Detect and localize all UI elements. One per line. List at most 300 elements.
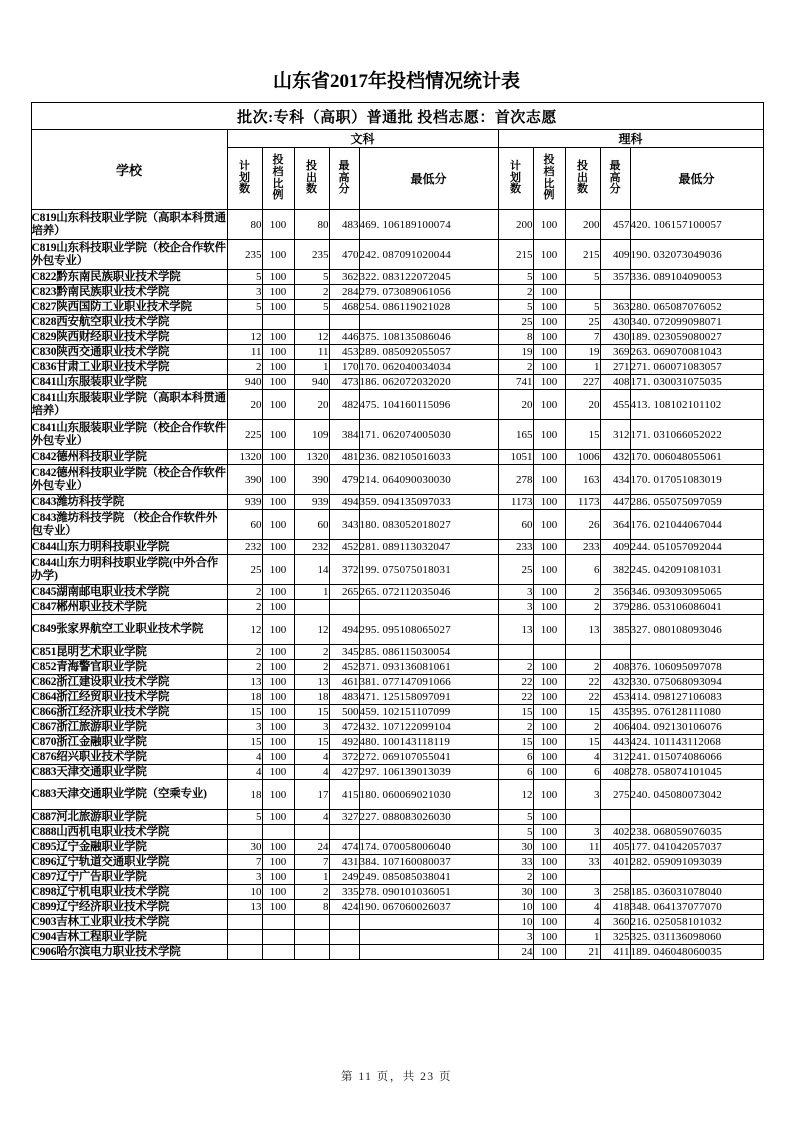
table-row — [31, 945, 763, 960]
cell-school: C876绍兴职业技术学院 — [31, 750, 227, 765]
cell-like-low: 404. 092130106076 — [630, 720, 763, 735]
cell-wenke-admitted: 1 — [294, 360, 329, 375]
table-row — [31, 810, 763, 825]
cell-like-ratio: 100 — [533, 825, 565, 840]
cell-wenke-plan: 232 — [227, 540, 262, 555]
table-row — [31, 285, 763, 300]
cell-like-plan: 15 — [498, 705, 533, 720]
cell-like-low: 244. 051057092044 — [630, 540, 763, 555]
cell-like-ratio: 100 — [533, 285, 565, 300]
table-row — [31, 495, 763, 510]
cell-wenke-low: 180. 060069021030 — [359, 780, 498, 810]
cell-like-low: 286. 053106086041 — [630, 600, 763, 615]
cell-like-plan: 6 — [498, 765, 533, 780]
cell-like-admitted: 15 — [565, 705, 600, 720]
cell-wenke-high: 335 — [329, 885, 359, 900]
cell-like-low: 282. 059091093039 — [630, 855, 763, 870]
cell-wenke-low: 190. 067060026037 — [359, 900, 498, 915]
cell-like-admitted: 233 — [565, 540, 600, 555]
column-header-wenke-ratio: 投 档 比 例 — [262, 148, 294, 210]
cell-like-low: 414. 098127106083 — [630, 690, 763, 705]
cell-like-high — [600, 645, 630, 660]
cell-like-plan: 3 — [498, 585, 533, 600]
cell-wenke-ratio: 100 — [262, 465, 294, 495]
cell-school: C849张家界航空工业职业技术学院 — [31, 615, 227, 645]
cell-wenke-ratio — [262, 915, 294, 930]
cell-wenke-plan — [227, 825, 262, 840]
cell-wenke-plan: 25 — [227, 555, 262, 585]
cell-wenke-low: 471. 125158097091 — [359, 690, 498, 705]
cell-like-low: 420. 106157100057 — [630, 210, 763, 240]
cell-like-ratio: 100 — [533, 585, 565, 600]
cell-like-admitted: 163 — [565, 465, 600, 495]
cell-school: C862浙江建设职业技术学院 — [31, 675, 227, 690]
cell-like-low: 348. 064137077070 — [630, 900, 763, 915]
cell-like-admitted: 215 — [565, 240, 600, 270]
cell-wenke-ratio: 100 — [262, 390, 294, 420]
column-header-like-ratio: 投 档 比 例 — [533, 148, 565, 210]
cell-wenke-high: 249 — [329, 870, 359, 885]
cell-like-high: 382 — [600, 555, 630, 585]
cell-like-high: 369 — [600, 345, 630, 360]
cell-wenke-plan: 5 — [227, 810, 262, 825]
cell-like-ratio: 100 — [533, 330, 565, 345]
statistics-table — [31, 102, 764, 960]
cell-wenke-ratio: 100 — [262, 210, 294, 240]
cell-like-ratio: 100 — [533, 465, 565, 495]
cell-like-ratio: 100 — [533, 720, 565, 735]
cell-wenke-admitted — [294, 930, 329, 945]
cell-like-plan: 5 — [498, 300, 533, 315]
cell-wenke-low: 174. 070058006040 — [359, 840, 498, 855]
cell-like-plan: 60 — [498, 510, 533, 540]
cell-wenke-plan: 11 — [227, 345, 262, 360]
table-row — [31, 390, 763, 420]
cell-like-admitted: 1 — [565, 360, 600, 375]
cell-wenke-high: 482 — [329, 390, 359, 420]
cell-wenke-admitted: 14 — [294, 555, 329, 585]
cell-like-admitted: 11 — [565, 840, 600, 855]
cell-wenke-admitted: 17 — [294, 780, 329, 810]
cell-like-admitted — [565, 645, 600, 660]
cell-wenke-high: 384 — [329, 420, 359, 450]
cell-like-ratio: 100 — [533, 750, 565, 765]
cell-wenke-ratio: 100 — [262, 510, 294, 540]
cell-like-admitted: 3 — [565, 780, 600, 810]
cell-wenke-admitted: 390 — [294, 465, 329, 495]
cell-wenke-high — [329, 825, 359, 840]
cell-like-low: 190. 032073049036 — [630, 240, 763, 270]
cell-wenke-high: 424 — [329, 900, 359, 915]
cell-wenke-low: 371. 093136081061 — [359, 660, 498, 675]
cell-like-admitted: 2 — [565, 660, 600, 675]
cell-wenke-ratio: 100 — [262, 675, 294, 690]
cell-like-plan: 10 — [498, 915, 533, 930]
subtitle-row — [31, 103, 763, 130]
table-row — [31, 615, 763, 645]
cell-wenke-admitted: 5 — [294, 300, 329, 315]
cell-like-plan: 741 — [498, 375, 533, 390]
cell-wenke-plan: 7 — [227, 855, 262, 870]
cell-like-ratio: 100 — [533, 375, 565, 390]
cell-like-admitted — [565, 810, 600, 825]
cell-like-low: 170. 017051083019 — [630, 465, 763, 495]
cell-wenke-low: 242. 087091020044 — [359, 240, 498, 270]
cell-wenke-low — [359, 600, 498, 615]
cell-wenke-high: 470 — [329, 240, 359, 270]
cell-wenke-plan: 5 — [227, 300, 262, 315]
cell-wenke-low: 279. 073089061056 — [359, 285, 498, 300]
cell-like-high: 430 — [600, 315, 630, 330]
cell-like-high: 363 — [600, 300, 630, 315]
cell-school: C819山东科技职业学院（校企合作软件外包专业） — [31, 240, 227, 270]
cell-wenke-plan: 225 — [227, 420, 262, 450]
cell-wenke-low: 375. 108135086046 — [359, 330, 498, 345]
cell-wenke-admitted: 12 — [294, 330, 329, 345]
cell-like-low: 238. 068059076035 — [630, 825, 763, 840]
cell-wenke-admitted: 1 — [294, 585, 329, 600]
cell-like-low — [630, 870, 763, 885]
cell-wenke-high: 483 — [329, 210, 359, 240]
cell-like-ratio: 100 — [533, 765, 565, 780]
cell-wenke-plan: 3 — [227, 720, 262, 735]
cell-wenke-admitted: 4 — [294, 765, 329, 780]
cell-wenke-plan: 10 — [227, 885, 262, 900]
table-row — [31, 210, 763, 240]
cell-wenke-low: 285. 086115030054 — [359, 645, 498, 660]
cell-like-ratio: 100 — [533, 540, 565, 555]
table-row — [31, 450, 763, 465]
cell-wenke-low: 265. 072112035046 — [359, 585, 498, 600]
cell-wenke-low: 199. 075075018031 — [359, 555, 498, 585]
cell-like-high: 457 — [600, 210, 630, 240]
cell-wenke-plan: 18 — [227, 690, 262, 705]
cell-wenke-plan: 3 — [227, 285, 262, 300]
cell-like-admitted: 13 — [565, 615, 600, 645]
cell-like-low: 376. 106095097078 — [630, 660, 763, 675]
cell-wenke-admitted: 1320 — [294, 450, 329, 465]
cell-like-low: 330. 075068093094 — [630, 675, 763, 690]
cell-wenke-ratio: 100 — [262, 585, 294, 600]
table-row — [31, 705, 763, 720]
cell-wenke-low — [359, 930, 498, 945]
cell-like-low: 340. 072099098071 — [630, 315, 763, 330]
cell-wenke-ratio: 100 — [262, 270, 294, 285]
column-group-like: 理科 — [498, 130, 763, 148]
cell-like-high: 275 — [600, 780, 630, 810]
cell-wenke-admitted: 235 — [294, 240, 329, 270]
cell-wenke-ratio — [262, 315, 294, 330]
cell-school: C843潍坊科技学院 — [31, 495, 227, 510]
cell-like-admitted: 20 — [565, 390, 600, 420]
cell-like-plan: 10 — [498, 900, 533, 915]
cell-like-high: 402 — [600, 825, 630, 840]
table-row — [31, 675, 763, 690]
cell-like-plan: 33 — [498, 855, 533, 870]
cell-like-low: 325. 031136098060 — [630, 930, 763, 945]
cell-school: C867浙江旅游职业学院 — [31, 720, 227, 735]
cell-wenke-high: 327 — [329, 810, 359, 825]
cell-wenke-ratio: 100 — [262, 660, 294, 675]
cell-like-admitted: 200 — [565, 210, 600, 240]
cell-wenke-plan: 13 — [227, 675, 262, 690]
cell-wenke-plan: 5 — [227, 270, 262, 285]
cell-wenke-plan: 235 — [227, 240, 262, 270]
cell-like-ratio: 100 — [533, 270, 565, 285]
cell-wenke-high: 431 — [329, 855, 359, 870]
cell-like-admitted: 25 — [565, 315, 600, 330]
cell-like-high: 379 — [600, 600, 630, 615]
cell-school: C829陕西财经职业技术学院 — [31, 330, 227, 345]
cell-wenke-ratio: 100 — [262, 345, 294, 360]
table-row — [31, 690, 763, 705]
cell-wenke-ratio: 100 — [262, 540, 294, 555]
cell-like-admitted: 7 — [565, 330, 600, 345]
cell-like-admitted — [565, 285, 600, 300]
cell-wenke-ratio: 100 — [262, 375, 294, 390]
cell-wenke-high: 500 — [329, 705, 359, 720]
table-row — [31, 750, 763, 765]
cell-like-low: 336. 089104090053 — [630, 270, 763, 285]
cell-like-low: 177. 041042057037 — [630, 840, 763, 855]
cell-like-low — [630, 645, 763, 660]
cell-like-admitted: 5 — [565, 300, 600, 315]
cell-wenke-plan: 13 — [227, 900, 262, 915]
cell-wenke-admitted: 24 — [294, 840, 329, 855]
table-row — [31, 645, 763, 660]
cell-wenke-plan: 80 — [227, 210, 262, 240]
cell-wenke-admitted — [294, 315, 329, 330]
cell-wenke-plan: 30 — [227, 840, 262, 855]
table-row — [31, 555, 763, 585]
cell-wenke-plan: 12 — [227, 330, 262, 345]
cell-school: C897辽宁广告职业学院 — [31, 870, 227, 885]
cell-wenke-plan: 15 — [227, 705, 262, 720]
table-row — [31, 600, 763, 615]
cell-like-high: 258 — [600, 885, 630, 900]
cell-like-ratio: 100 — [533, 900, 565, 915]
cell-like-low: 424. 101143112068 — [630, 735, 763, 750]
cell-like-plan: 2 — [498, 360, 533, 375]
cell-wenke-admitted: 2 — [294, 645, 329, 660]
cell-wenke-high: 492 — [329, 735, 359, 750]
cell-like-ratio — [533, 645, 565, 660]
cell-like-plan: 13 — [498, 615, 533, 645]
cell-like-low: 171. 031066052022 — [630, 420, 763, 450]
cell-like-admitted: 4 — [565, 915, 600, 930]
cell-wenke-high: 372 — [329, 750, 359, 765]
cell-like-high: 356 — [600, 585, 630, 600]
cell-like-low: 263. 069070081043 — [630, 345, 763, 360]
cell-school: C844山东力明科技职业学院 — [31, 540, 227, 555]
cell-wenke-ratio: 100 — [262, 450, 294, 465]
cell-like-high — [600, 810, 630, 825]
cell-wenke-low: 289. 085092055057 — [359, 345, 498, 360]
cell-like-plan: 2 — [498, 720, 533, 735]
cell-like-ratio: 100 — [533, 690, 565, 705]
cell-wenke-high: 494 — [329, 615, 359, 645]
cell-school: C842德州科技职业学院（校企合作软件外包专业） — [31, 465, 227, 495]
cell-wenke-low: 180. 083052018027 — [359, 510, 498, 540]
cell-wenke-ratio: 100 — [262, 240, 294, 270]
table-row — [31, 660, 763, 675]
cell-like-high: 408 — [600, 660, 630, 675]
page-title: 山东省2017年投档情况统计表 — [272, 71, 520, 92]
cell-wenke-plan: 940 — [227, 375, 262, 390]
cell-like-admitted: 6 — [565, 765, 600, 780]
table-row — [31, 240, 763, 270]
cell-like-plan: 24 — [498, 945, 533, 960]
cell-like-ratio: 100 — [533, 930, 565, 945]
cell-wenke-ratio — [262, 930, 294, 945]
cell-wenke-plan: 4 — [227, 750, 262, 765]
cell-like-high: 406 — [600, 720, 630, 735]
cell-like-low: 176. 021044067044 — [630, 510, 763, 540]
cell-like-high: 411 — [600, 945, 630, 960]
cell-wenke-ratio: 100 — [262, 555, 294, 585]
cell-wenke-low: 171. 062074005030 — [359, 420, 498, 450]
cell-wenke-low — [359, 315, 498, 330]
cell-like-low: 395. 076128111080 — [630, 705, 763, 720]
cell-wenke-plan — [227, 945, 262, 960]
cell-wenke-plan: 2 — [227, 360, 262, 375]
cell-like-high — [600, 285, 630, 300]
cell-like-plan: 5 — [498, 825, 533, 840]
cell-school: C843潍坊科技学院 （校企合作软件外包专业） — [31, 510, 227, 540]
cell-wenke-high — [329, 930, 359, 945]
cell-wenke-plan: 1320 — [227, 450, 262, 465]
cell-wenke-low: 170. 062040034034 — [359, 360, 498, 375]
cell-school: C852青海警官职业学院 — [31, 660, 227, 675]
cell-like-high: 418 — [600, 900, 630, 915]
cell-school: C841山东服装职业学院（高职本科贯通培养） — [31, 390, 227, 420]
cell-wenke-ratio: 100 — [262, 720, 294, 735]
cell-wenke-ratio: 100 — [262, 735, 294, 750]
cell-wenke-plan — [227, 915, 262, 930]
cell-like-ratio: 100 — [533, 390, 565, 420]
cell-like-ratio: 100 — [533, 420, 565, 450]
table-row — [31, 765, 763, 780]
cell-like-plan — [498, 645, 533, 660]
cell-wenke-low: 278. 090101036051 — [359, 885, 498, 900]
cell-school: C819山东科技职业学院（高职本科贯通培养） — [31, 210, 227, 240]
cell-wenke-plan: 60 — [227, 510, 262, 540]
cell-school: C847郴州职业技术学院 — [31, 600, 227, 615]
cell-like-low: 189. 046048060035 — [630, 945, 763, 960]
cell-wenke-admitted: 15 — [294, 705, 329, 720]
cell-school: C822黔东南民族职业技术学院 — [31, 270, 227, 285]
cell-wenke-high: 453 — [329, 345, 359, 360]
cell-like-plan: 12 — [498, 780, 533, 810]
cell-wenke-high: 473 — [329, 375, 359, 390]
cell-like-high: 271 — [600, 360, 630, 375]
cell-like-low: 278. 058074101045 — [630, 765, 763, 780]
cell-school: C841山东服装职业学院（校企合作软件外包专业） — [31, 420, 227, 450]
cell-like-ratio: 100 — [533, 210, 565, 240]
cell-like-ratio: 100 — [533, 855, 565, 870]
cell-wenke-high: 170 — [329, 360, 359, 375]
cell-school: C888山西机电职业技术学院 — [31, 825, 227, 840]
cell-like-high: 443 — [600, 735, 630, 750]
cell-like-admitted: 21 — [565, 945, 600, 960]
cell-wenke-low: 459. 102151107099 — [359, 705, 498, 720]
cell-like-ratio: 100 — [533, 945, 565, 960]
cell-wenke-admitted: 8 — [294, 900, 329, 915]
cell-wenke-high: 284 — [329, 285, 359, 300]
cell-like-admitted: 3 — [565, 825, 600, 840]
table-row — [31, 270, 763, 285]
cell-wenke-high — [329, 945, 359, 960]
cell-wenke-ratio: 100 — [262, 645, 294, 660]
cell-wenke-admitted: 13 — [294, 675, 329, 690]
table-row — [31, 840, 763, 855]
cell-like-high: 401 — [600, 855, 630, 870]
table-body — [31, 210, 763, 960]
cell-wenke-ratio: 100 — [262, 690, 294, 705]
cell-like-low: 280. 065087076052 — [630, 300, 763, 315]
cell-wenke-admitted: 4 — [294, 810, 329, 825]
cell-wenke-high: 481 — [329, 450, 359, 465]
cell-wenke-admitted: 5 — [294, 270, 329, 285]
cell-wenke-low: 480. 100143118119 — [359, 735, 498, 750]
cell-wenke-low: 214. 064090030030 — [359, 465, 498, 495]
cell-wenke-plan: 2 — [227, 585, 262, 600]
cell-like-admitted: 33 — [565, 855, 600, 870]
cell-wenke-ratio: 100 — [262, 840, 294, 855]
cell-like-high: 447 — [600, 495, 630, 510]
cell-like-plan: 30 — [498, 840, 533, 855]
cell-like-ratio: 100 — [533, 600, 565, 615]
column-header-like-high: 最 高 分 — [600, 148, 630, 210]
cell-like-low: 185. 036031078040 — [630, 885, 763, 900]
table-row — [31, 360, 763, 375]
cell-like-plan: 1051 — [498, 450, 533, 465]
column-group-wenke: 文科 — [227, 130, 498, 148]
cell-wenke-ratio: 100 — [262, 855, 294, 870]
cell-school: C828西安航空职业技术学院 — [31, 315, 227, 330]
cell-wenke-plan: 2 — [227, 600, 262, 615]
cell-school: C851昆明艺术职业学院 — [31, 645, 227, 660]
column-header-wenke-high: 最 高 分 — [329, 148, 359, 210]
cell-school: C845湖南邮电职业技术学院 — [31, 585, 227, 600]
cell-wenke-high: 446 — [329, 330, 359, 345]
cell-like-high: 364 — [600, 510, 630, 540]
table-row — [31, 825, 763, 840]
cell-like-admitted: 1173 — [565, 495, 600, 510]
table-row — [31, 375, 763, 390]
cell-wenke-ratio: 100 — [262, 810, 294, 825]
cell-like-ratio: 100 — [533, 555, 565, 585]
cell-wenke-plan: 2 — [227, 660, 262, 675]
cell-like-admitted: 2 — [565, 585, 600, 600]
cell-wenke-ratio: 100 — [262, 330, 294, 345]
cell-school: C842德州科技职业学院 — [31, 450, 227, 465]
cell-wenke-low: 236. 082105016033 — [359, 450, 498, 465]
cell-like-ratio: 100 — [533, 240, 565, 270]
cell-like-ratio: 100 — [533, 300, 565, 315]
cell-like-high: 408 — [600, 375, 630, 390]
table-row — [31, 870, 763, 885]
cell-like-high: 409 — [600, 540, 630, 555]
cell-school: C827陕西国防工业职业技术学院 — [31, 300, 227, 315]
cell-wenke-admitted: 1 — [294, 870, 329, 885]
cell-wenke-high: 372 — [329, 555, 359, 585]
cell-like-ratio: 100 — [533, 735, 565, 750]
cell-like-low: 327. 080108093046 — [630, 615, 763, 645]
cell-like-plan: 215 — [498, 240, 533, 270]
cell-like-plan: 200 — [498, 210, 533, 240]
table-row — [31, 540, 763, 555]
